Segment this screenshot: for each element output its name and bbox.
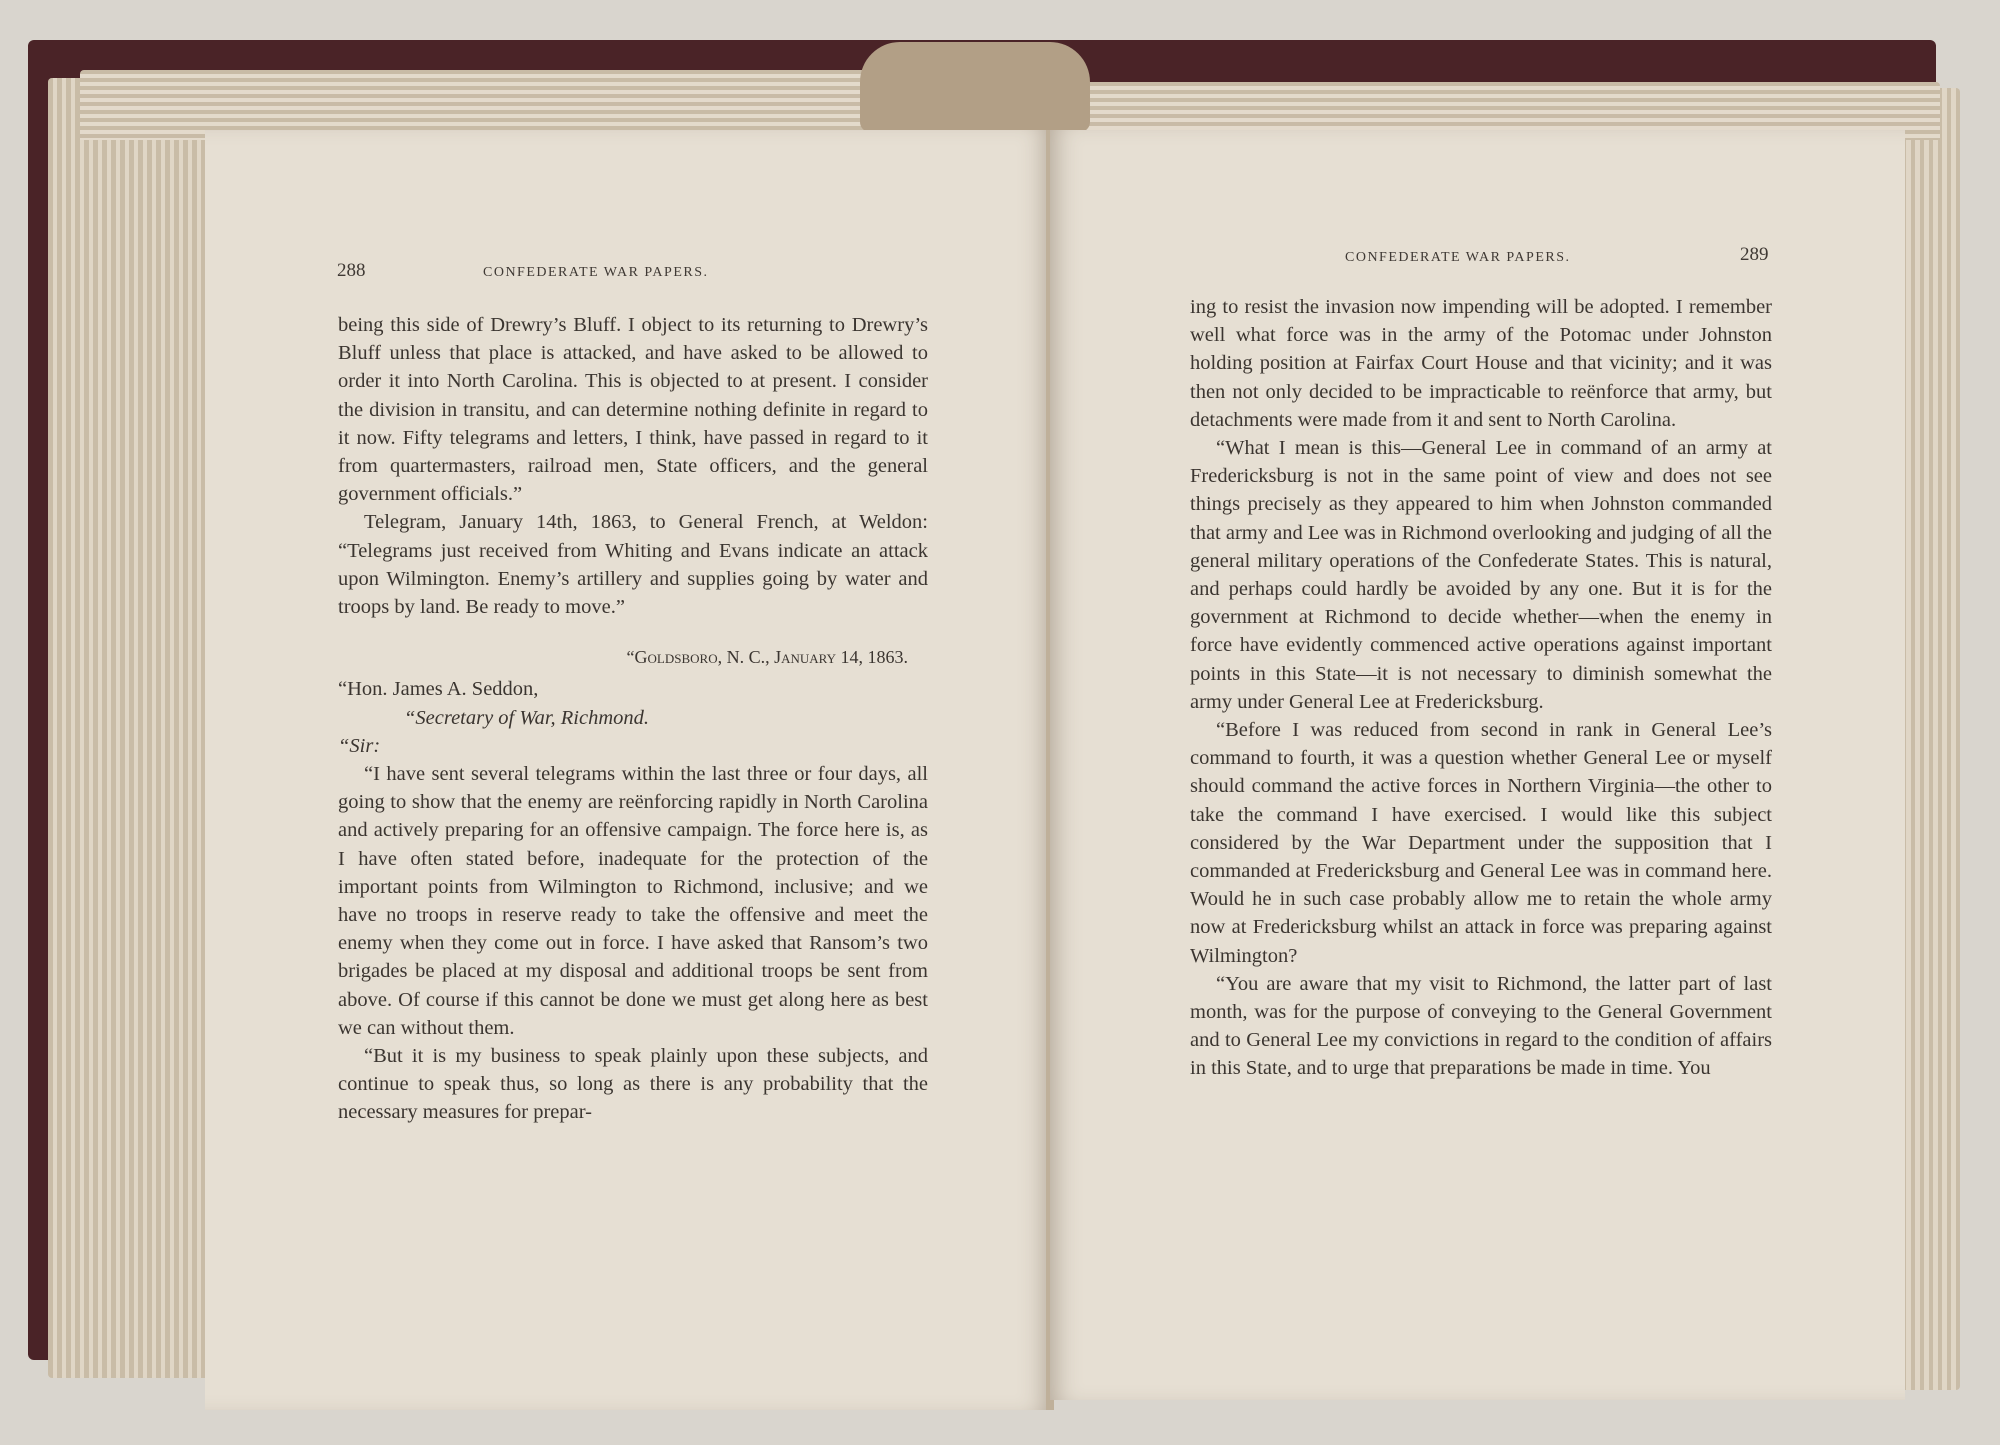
- right-page-text: [1190, 293, 1772, 1083]
- right-paragraph-3: “Before I was reduced from second in rank in General Lee’s command to fourth, it was a question whether General Lee or myself should command the active forces in Northern Virginia—the other to take the command I have exercised. I would like this subject considered by the War Department under the supposition that I commanded at Fredericksburg and General Lee was in command here. Would he in such case probably allow me to retain the whole army now at Fredericksburg whilst an attack in force was preparing against Wilmington?: [1190, 719, 1772, 967]
- left-page-number: 288: [337, 260, 366, 281]
- right-page: [1050, 130, 1905, 1400]
- left-paragraph-1: being this side of Drewry’s Bluff. I object to its returning to Drewry’s Bluff unless that place is attacked, and have asked to be allowed to order it into North Carolina. This is objected to at present. I consider the division in transitu, and can determine nothing definite in regard to it now. Fifty telegrams and letters, I think, have passed in regard to it from quartermasters, railroad men, State officers, and the general government officials.”: [338, 314, 928, 506]
- right-paragraph-2: “What I mean is this—General Lee in command of an army at Fredericksburg is not in the same point of view and does not see things precisely as they appeared to him when Johnston commanded that army and Lee was in Richmond overlooking and judging of all the general military operations of the Confederate States. This is natural, and perhaps could hardly be avoided by any one. But it is for the government at Richmond to decide whether—when the enemy in force have evidently commenced active operations against important points in this State—it is not necessary to diminish somewhat the army under General Lee at Fredericksburg.: [1190, 437, 1772, 713]
- right-running-head: CONFEDERATE WAR PAPERS.: [1345, 250, 1571, 265]
- torn-spine: [860, 42, 1090, 132]
- letter-greeting: “Sir:: [338, 734, 381, 757]
- letter-addressee: “Hon. James A. Seddon,: [338, 678, 539, 701]
- letter-dateline: “Goldsboro, N. C., January 14, 1863.: [626, 647, 908, 668]
- left-page-text: [338, 311, 928, 1127]
- left-paragraph-3: “I have sent several telegrams within the last three or four days, all going to show that the enemy are reënforcing rapidly in North Carolina and actively preparing for an offensive campaign. The force here is, as I have often stated before, inadequate for the protection of the important points from Wilmington to Richmond, inclusive; and we have no troops in reserve ready to take the offensive and meet the enemy when they come out in force. I have asked that Ransom’s two brigades be placed at my disposal and additional troops be sent from above. Of course if this cannot be done we must get along here as best we can without them.: [338, 763, 928, 1039]
- left-paragraph-4: “But it is my business to speak plainly upon these subjects, and continue to speak thus, so long as there is any probability that the necessary measures for prepar-: [338, 1045, 928, 1124]
- left-paragraph-2: Telegram, January 14th, 1863, to General French, at Weldon: “Telegrams just received from Whiting and Evans indicate an attack upon Wilmington. Enemy’s artillery and supplies going by water and troops by land. Be ready to move.”: [338, 511, 928, 619]
- left-page: [205, 130, 1050, 1410]
- right-paragraph-1: ing to resist the invasion now impending will be adopted. I remember well what force was in the army of the Potomac under Johnston holding position at Fairfax Court House and that vicinity; and it was then not only decided to be impracticable to reënforce that army, but detachments were made from it and sent to North Carolina.: [1190, 296, 1772, 431]
- right-paragraph-4: “You are aware that my visit to Richmond, the latter part of last month, was for the purpose of conveying to the General Government and to General Lee my convictions in regard to the condition of affairs in this State, and to urge that preparations be made in time. You: [1190, 972, 1772, 1080]
- letter-addressee-title: “Secretary of War, Richmond.: [404, 706, 650, 729]
- left-running-head: CONFEDERATE WAR PAPERS.: [483, 265, 709, 280]
- right-page-number: 289: [1740, 244, 1769, 265]
